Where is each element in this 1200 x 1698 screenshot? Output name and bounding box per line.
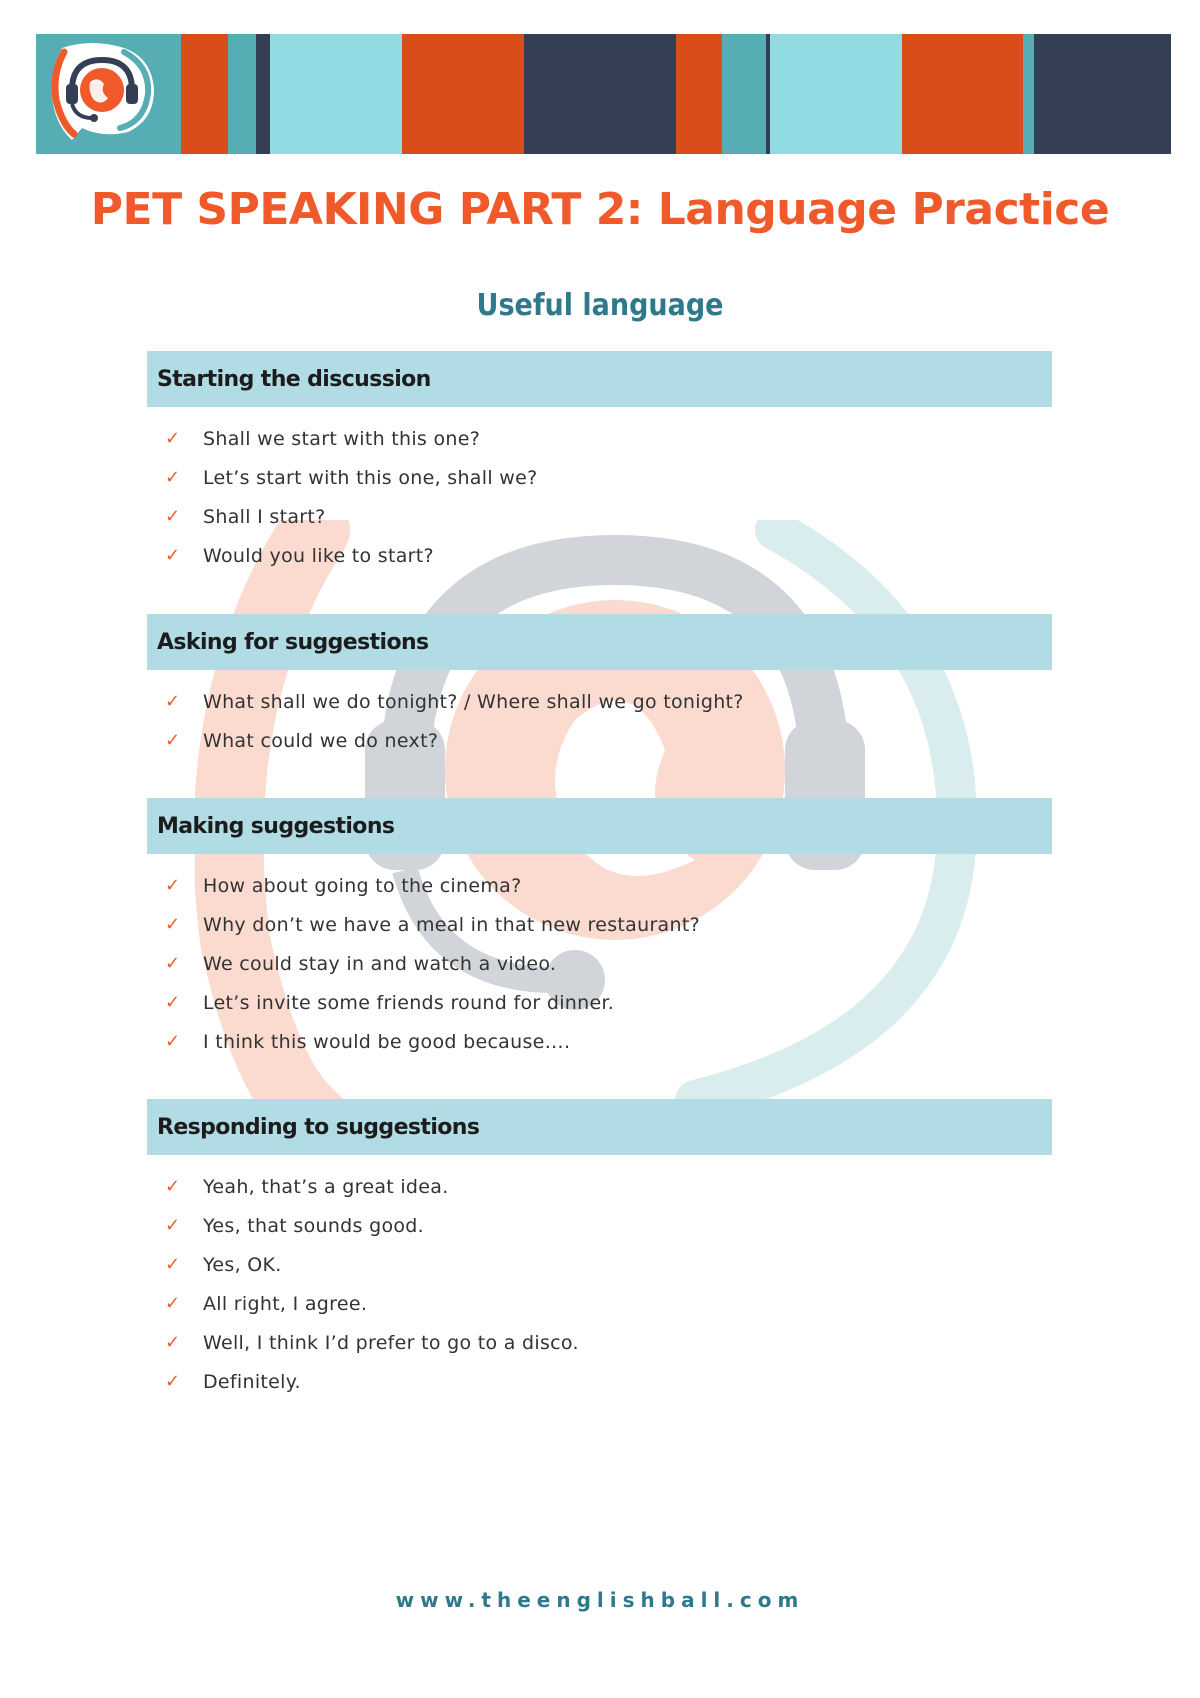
phrase-list xyxy=(147,419,1052,575)
phrase-text: What shall we do tonight? / Where shall we go tonight? xyxy=(203,690,744,713)
banner-stripe xyxy=(181,34,228,154)
section-making-suggestions xyxy=(147,798,1052,1061)
list-item xyxy=(147,905,1052,944)
list-item xyxy=(147,682,1052,721)
phrase-text: All right, I agree. xyxy=(203,1292,368,1315)
phrase-text: Well, I think I’d prefer to go to a disco. xyxy=(203,1331,579,1354)
section-asking-suggestions xyxy=(147,614,1052,760)
check-icon: ✓ xyxy=(165,1176,181,1197)
page-title: PET SPEAKING PART 2: Language Practice xyxy=(90,184,1110,235)
check-icon: ✓ xyxy=(165,691,181,712)
phrase-text: Definitely. xyxy=(203,1370,301,1393)
check-icon: ✓ xyxy=(165,1371,181,1392)
banner-stripe xyxy=(676,34,722,154)
phrase-text: Let’s invite some friends round for dinner. xyxy=(203,991,615,1014)
list-item xyxy=(147,944,1052,983)
section-responding-suggestions xyxy=(147,1099,1052,1401)
list-item xyxy=(147,536,1052,575)
check-icon: ✓ xyxy=(165,1031,181,1052)
banner-stripe xyxy=(902,34,1023,154)
phrase-text: Let’s start with this one, shall we? xyxy=(203,466,538,489)
check-icon: ✓ xyxy=(165,875,181,896)
check-icon: ✓ xyxy=(165,1332,181,1353)
banner-stripe xyxy=(256,34,270,154)
check-icon: ✓ xyxy=(165,467,181,488)
list-item xyxy=(147,1323,1052,1362)
check-icon: ✓ xyxy=(165,730,181,751)
phrase-text: I think this would be good because…. xyxy=(203,1030,571,1053)
section-heading: Starting the discussion xyxy=(147,351,1052,407)
phrase-text: Why don’t we have a meal in that new restaurant? xyxy=(203,913,700,936)
banner-stripe xyxy=(1023,34,1034,154)
phrase-text: Yes, OK. xyxy=(203,1253,282,1276)
list-item xyxy=(147,1167,1052,1206)
list-item xyxy=(147,1284,1052,1323)
list-item xyxy=(147,1206,1052,1245)
section-heading: Responding to suggestions xyxy=(147,1099,1052,1155)
check-icon: ✓ xyxy=(165,1254,181,1275)
header-banner xyxy=(36,34,1171,154)
list-item xyxy=(147,1245,1052,1284)
check-icon: ✓ xyxy=(165,1293,181,1314)
phrase-text: Shall we start with this one? xyxy=(203,427,481,450)
phrase-text: What could we do next? xyxy=(203,729,439,752)
phrase-list xyxy=(147,682,1052,760)
section-heading: Making suggestions xyxy=(147,798,1052,854)
list-item xyxy=(147,866,1052,905)
banner-stripe xyxy=(228,34,256,154)
list-item xyxy=(147,497,1052,536)
list-item xyxy=(147,1362,1052,1401)
phrase-text: How about going to the cinema? xyxy=(203,874,522,897)
list-item xyxy=(147,419,1052,458)
phrase-text: Yes, that sounds good. xyxy=(203,1214,424,1237)
section-heading: Asking for suggestions xyxy=(147,614,1052,670)
check-icon: ✓ xyxy=(165,428,181,449)
website-link[interactable]: www.theenglishball.com xyxy=(395,1588,805,1612)
page-subtitle: Useful language xyxy=(476,288,724,323)
banner-stripe xyxy=(722,34,766,154)
phrase-list xyxy=(147,1167,1052,1401)
phrase-text: We could stay in and watch a video. xyxy=(203,952,557,975)
banner-stripe xyxy=(1034,34,1171,154)
check-icon: ✓ xyxy=(165,545,181,566)
banner-stripe xyxy=(402,34,524,154)
list-item xyxy=(147,721,1052,760)
banner-stripe xyxy=(524,34,676,154)
banner-stripe xyxy=(770,34,902,154)
headset-globe-logo-icon xyxy=(42,40,160,144)
check-icon: ✓ xyxy=(165,992,181,1013)
check-icon: ✓ xyxy=(165,953,181,974)
check-icon: ✓ xyxy=(165,914,181,935)
check-icon: ✓ xyxy=(165,506,181,527)
phrase-list xyxy=(147,866,1052,1061)
phrase-text: Shall I start? xyxy=(203,505,326,528)
list-item xyxy=(147,1022,1052,1061)
phrase-text: Yeah, that’s a great idea. xyxy=(203,1175,449,1198)
check-icon: ✓ xyxy=(165,1215,181,1236)
phrase-text: Would you like to start? xyxy=(203,544,434,567)
section-starting-discussion xyxy=(147,351,1052,575)
list-item xyxy=(147,983,1052,1022)
banner-stripe xyxy=(270,34,402,154)
logo xyxy=(42,40,160,144)
list-item xyxy=(147,458,1052,497)
